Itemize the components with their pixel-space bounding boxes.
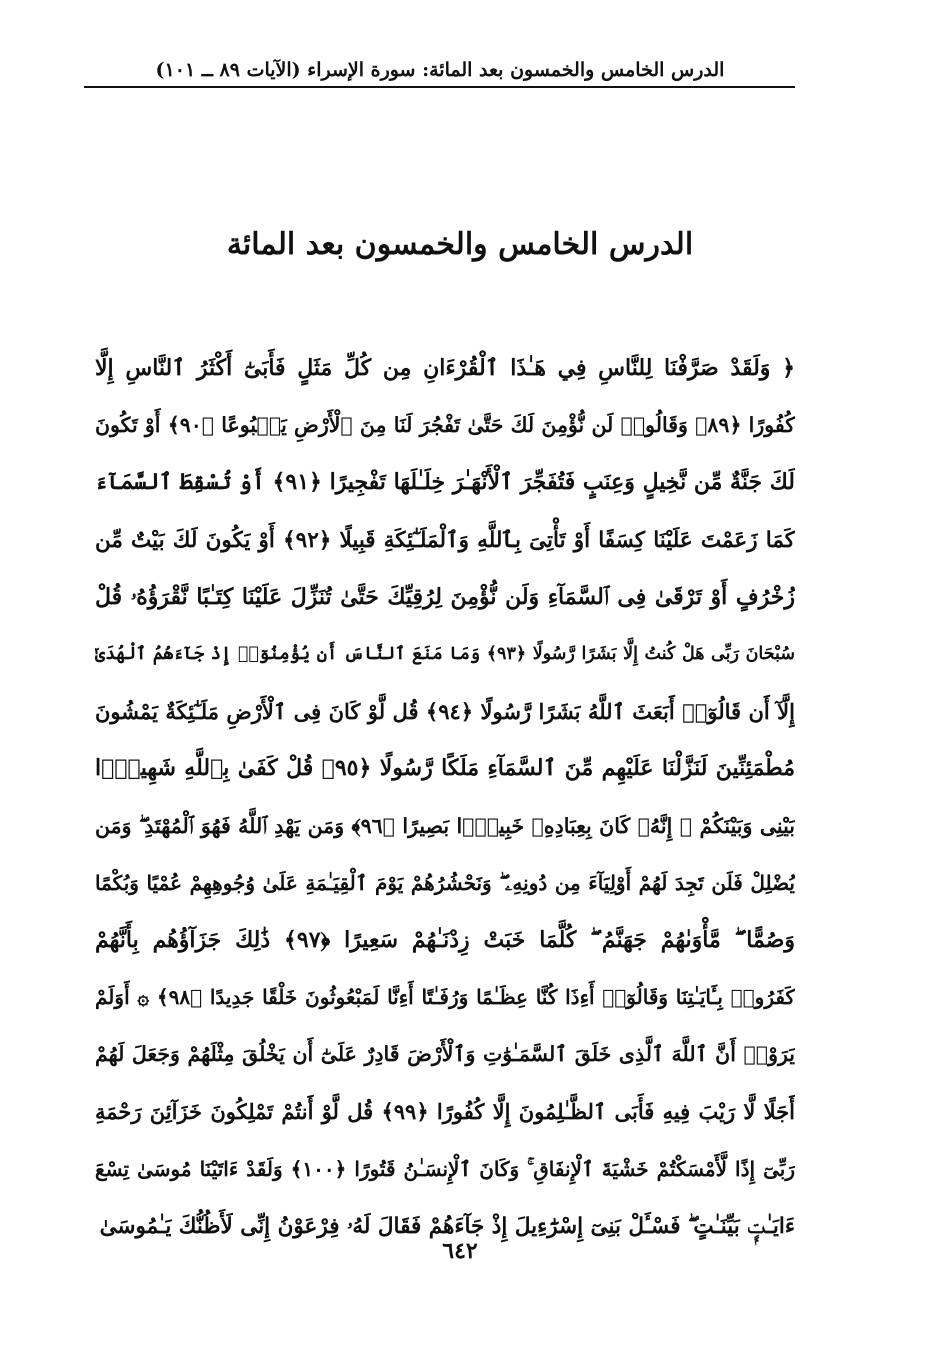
verse-line: رَبِّىٓ إِذًا لَّأَمْسَكْتُمْ خَشْيَةَ ٱلْإِنفَاقِ ۚ وَكَانَ ٱلْإِنسَـٰنُ قَتُورًا ﴿١٠٠﴾ وَلَقَدْ ءَاتَيْنَا مُوسَىٰ تِسْعَ: [95, 1156, 795, 1181]
running-header: الدرس الخامس والخمسون بعد المائة: سورة الإسراء (الآيات ٨٩ ــ ١٠١): [155, 59, 725, 81]
lesson-title: الدرس الخامس والخمسون بعد المائة: [226, 227, 694, 262]
header-divider: [84, 86, 795, 88]
verse-line: كَفَرُوا۟ بِـَٔايَـٰتِنَا وَقَالُوٓا۟ أَءِذَا كُنَّا عِظَـٰمًا وَرُفَـٰتًا أَءِنَّا لَمَبْعُوثُونَ خَلْقًا جَدِيدًا ﴿٩٨﴾ ۞ أَوَلَمْ: [95, 985, 795, 1010]
verse-line: يَرَوْا۟ أَنَّ ٱللَّهَ ٱلَّذِى خَلَقَ ٱلسَّمَـٰوَٰتِ وَٱلْأَرْضَ قَادِرٌ عَلَىٰٓ أَن يَخْلُقَ مِثْلَهُمْ وَجَعَلَ لَهُمْ: [95, 1042, 795, 1067]
verse-line: ءَايَـٰتٍۭ بَيِّنَـٰتٍ ۖ فَسْـَٔلْ بَنِىٓ إِسْرَٰٓءِيلَ إِذْ جَآءَهُمْ فَقَالَ لَهُۥ فِرْعَوْنُ إِنِّى لَأَظُنُّكَ يَـٰمُوسَىٰ: [99, 1213, 795, 1239]
verse-line: إِلَّآ أَن قَالُوٓا۟ أَبَعَثَ ٱللَّهُ بَشَرًا رَّسُولًا ﴿٩٤﴾ قُل لَّوْ كَانَ فِى ٱلْأَرْضِ مَلَـٰٓئِكَةٌ يَمْشُونَ: [95, 699, 795, 725]
verse-line: وَصُمًّا ۖ مَّأْوَىٰهُمْ جَهَنَّمُ ۖ كُلَّمَا خَبَتْ زِدْنَـٰهُمْ سَعِيرًا ﴿٩٧﴾ ذَٰلِكَ جَزَآؤُهُم بِأَنَّهُمْ: [95, 926, 795, 953]
verse-line: سُبْحَانَ رَبِّى هَلْ كُنتُ إِلَّا بَشَرًا رَّسُولًا ﴿٩٣﴾ وَمَا مَنَعَ ٱلنَّاسَ أَن يُؤْمِنُوٓا۟ إِذْ جَآءَهُمُ ٱلْهُدَىٰٓ: [95, 643, 795, 664]
verse-line: كُفُورًا ﴿٨٩﴾ وَقَالُوا۟ لَن نُّؤْمِنَ لَكَ حَتَّىٰ تَفْجُرَ لَنَا مِنَ ٱلْأَرْضِ يَنۢبُوعًا ﴿٩٠﴾ أَوْ تَكُونَ: [95, 413, 795, 438]
verse-line: يُضْلِلْ فَلَن تَجِدَ لَهُمْ أَوْلِيَآءَ مِن دُونِهِۦ ۖ وَنَحْشُرُهُمْ يَوْمَ ٱلْقِيَـٰمَةِ عَلَىٰ وُجُوهِهِمْ عُمْيًا وَبُكْمًا: [95, 870, 795, 895]
verse-line: زُخْرُفٍ أَوْ تَرْقَىٰ فِى ٱلسَّمَآءِ وَلَن نُّؤْمِنَ لِرُقِيِّكَ حَتَّىٰ تُنَزِّلَ عَلَيْنَا كِتَـٰبًا نَّقْرَؤُهُۥ قُلْ: [95, 583, 795, 610]
verse-line: مُطْمَئِنِّينَ لَنَزَّلْنَا عَلَيْهِم مِّنَ ٱلسَّمَآءِ مَلَكًا رَّسُولًا ﴿٩٥﴾ قُلْ كَفَىٰ بِٱللَّهِ شَهِيدًۢا: [95, 755, 795, 782]
verse-line: بَيْنِى وَبَيْنَكُمْ ۚ إِنَّهُۥ كَانَ بِعِبَادِهِۦ خَبِيرًۢا بَصِيرًا ﴿٩٦﴾ وَمَن يَهْدِ ٱللَّهُ فَهُوَ ٱلْمُهْتَدِ ۖ وَمَن: [95, 813, 795, 838]
page-number: ٦٤٢: [442, 1238, 478, 1264]
verse-line: كَمَا زَعَمْتَ عَلَيْنَا كِسَفًا أَوْ تَأْتِىَ بِٱللَّهِ وَٱلْمَلَـٰٓئِكَةِ قَبِيلًا ﴿٩٢﴾ أَوْ يَكُونَ لَكَ بَيْتٌ مِّن: [95, 527, 795, 553]
verse-line: أَجَلًا لَّا رَيْبَ فِيهِ فَأَبَى ٱلظَّـٰلِمُونَ إِلَّا كُفُورًا ﴿٩٩﴾ قُل لَّوْ أَنتُمْ تَمْلِكُونَ خَزَآئِنَ رَحْمَةِ: [95, 1099, 795, 1125]
verse-line: ﴿ وَلَقَدْ صَرَّفْنَا لِلنَّاسِ فِي هَـٰذَا ٱلْقُرْءَانِ مِن كُلِّ مَثَلٍ فَأَبَىٰٓ أَكْثَرُ ٱلنَّاسِ إِلَّا: [95, 355, 795, 381]
verse-line: لَكَ جَنَّةٌ مِّن نَّخِيلٍ وَعِنَبٍ فَتُفَجِّرَ ٱلْأَنْهَـٰرَ خِلَـٰلَهَا تَفْجِيرًا ﴿٩١﴾ أَوْ تُسْقِطَ ٱلسَّمَآءَ: [95, 469, 795, 496]
verse-block: [95, 340, 795, 1239]
